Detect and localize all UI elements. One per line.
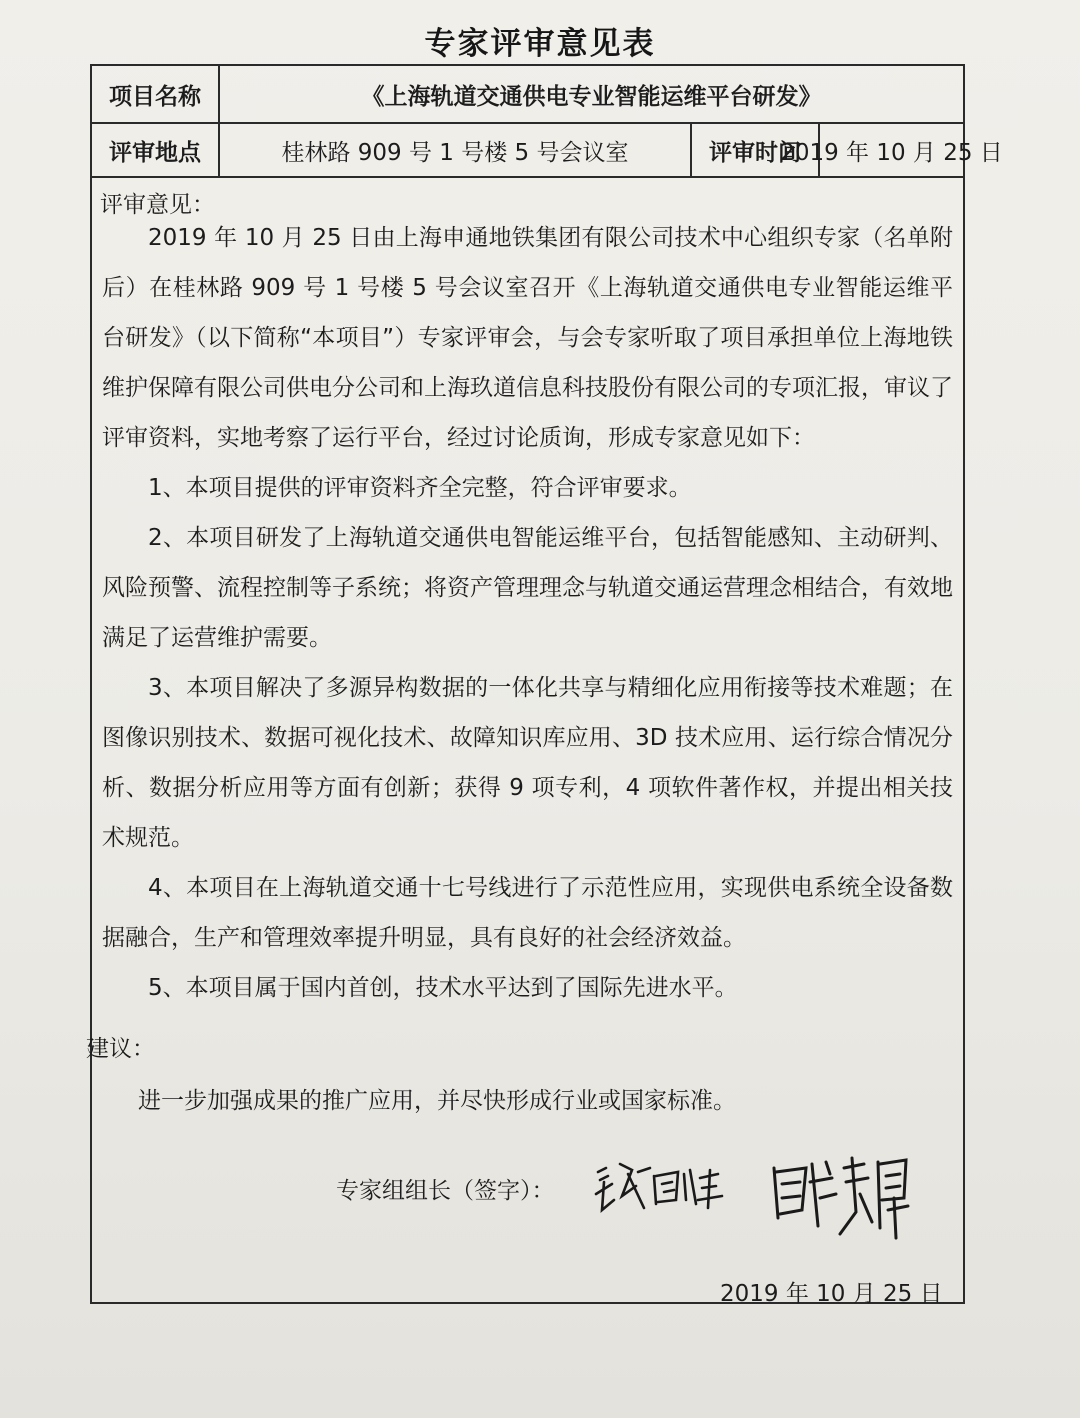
time-value: 2019 年 10 月 25 日: [780, 139, 1003, 166]
project-name-value: 《上海轨道交通供电专业智能运维平台研发》: [361, 83, 822, 110]
suggestions-heading: 建议：: [86, 1036, 155, 1062]
opinions-heading: 评审意见：: [100, 192, 215, 218]
opinion-item-4: 4、本项目在上海轨道交通十七号线进行了示范性应用，实现供电系统全设备数据融合，生产和管理效率提升明显，具有良好的社会经济效益。: [102, 875, 953, 951]
opinion-item-3: 3、本项目解决了多源异构数据的一体化共享与精细化应用衔接等技术难题；在图像识别技术、数据可视化技术、故障知识库应用、3D 技术应用、运行综合情况分析、数据分析应用等方面有创新；获得 9 项专利，4 项软件著作权，并提出相关技术规范。: [102, 675, 953, 851]
project-name-row: [92, 66, 963, 124]
opinion-item-5: 5、本项目属于国内首创，技术水平达到了国际先进水平。: [148, 975, 738, 1001]
location-label: 评审地点: [92, 124, 220, 176]
signature-date: 2019 年 10 月 25 日: [720, 1281, 943, 1307]
opinion-item-1: 1、本项目提供的评审资料齐全完整，符合评审要求。: [148, 475, 692, 501]
opinion-item-2: 2、本项目研发了上海轨道交通供电智能运维平台，包括智能感知、主动研判、风险预警、流程控制等子系统；将资产管理理念与轨道交通运营理念相结合，有效地满足了运营维护需要。: [102, 525, 953, 651]
page-title: 专家评审意见表: [424, 26, 656, 62]
opinions-intro-paragraph: 2019 年 10 月 25 日由上海申通地铁集团有限公司技术中心组织专家（名单附后）在桂林路 909 号 1 号楼 5 号会议室召开《上海轨道交通供电专业智能运维平台研发》（以下简称“本项目”）专家评审会，与会专家听取了项目承担单位上海地铁维护保障有限公司供电分公司和上海玖道信息科技股份有限公司的专项汇报，审议了评审资料，实地考察了运行平台，经过讨论质询，形成专家意见如下：: [102, 225, 953, 451]
opinions-body: [90, 213, 965, 1013]
location-value: 桂林路 909 号 1 号楼 5 号会议室: [220, 124, 692, 176]
signature-2-handwritten: [760, 1138, 920, 1248]
signature-label: 专家组组长（签字）：: [336, 1178, 555, 1204]
time-label: 评审时间: [692, 124, 820, 176]
suggestions-text: 进一步加强成果的推广应用，并尽快形成行业或国家标准。: [138, 1088, 736, 1114]
project-name-label: 项目名称: [92, 66, 220, 122]
location-time-row: [92, 124, 1003, 178]
signature-1-handwritten: [592, 1150, 742, 1220]
